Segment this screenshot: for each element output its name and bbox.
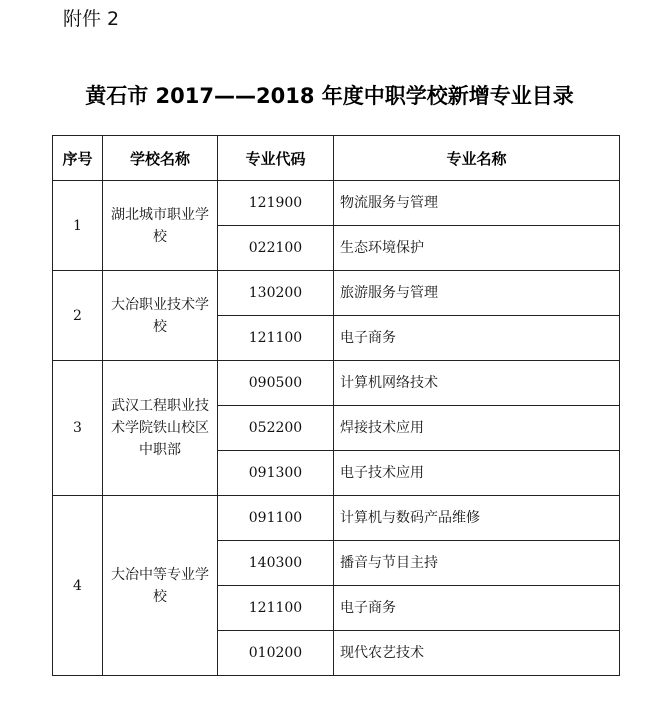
column-header-code: 专业代码: [218, 136, 334, 181]
school-name-cell: 武汉工程职业技术学院铁山校区中职部: [103, 361, 218, 496]
column-header-school: 学校名称: [103, 136, 218, 181]
major-code-cell: 090500: [218, 361, 334, 406]
school-name-cell: 大冶中等专业学校: [103, 496, 218, 676]
major-code-cell: 091300: [218, 451, 334, 496]
major-code-cell: 091100: [218, 496, 334, 541]
attachment-label: 附件 2: [63, 8, 120, 30]
major-name-cell: 焊接技术应用: [334, 406, 620, 451]
major-name-cell: 电子技术应用: [334, 451, 620, 496]
table-row: [53, 181, 620, 226]
major-name-cell: 计算机与数码产品维修: [334, 496, 620, 541]
school-name-cell: 大冶职业技术学校: [103, 271, 218, 361]
seq-cell: 2: [53, 271, 103, 361]
major-name-cell: 物流服务与管理: [334, 181, 620, 226]
major-name-cell: 电子商务: [334, 586, 620, 631]
column-header-major: 专业名称: [334, 136, 620, 181]
major-code-cell: 022100: [218, 226, 334, 271]
table-header-row: [53, 136, 620, 181]
major-code-cell: 010200: [218, 631, 334, 676]
major-code-cell: 121900: [218, 181, 334, 226]
major-code-cell: 121100: [218, 316, 334, 361]
major-name-cell: 旅游服务与管理: [334, 271, 620, 316]
school-name-cell: 湖北城市职业学校: [103, 181, 218, 271]
major-code-cell: 140300: [218, 541, 334, 586]
major-code-cell: 121100: [218, 586, 334, 631]
major-name-cell: 现代农艺技术: [334, 631, 620, 676]
major-name-cell: 播音与节目主持: [334, 541, 620, 586]
major-code-cell: 130200: [218, 271, 334, 316]
seq-cell: 4: [53, 496, 103, 676]
table-row: [53, 361, 620, 406]
major-name-cell: 生态环境保护: [334, 226, 620, 271]
table-row: [53, 496, 620, 541]
major-name-cell: 电子商务: [334, 316, 620, 361]
seq-cell: 1: [53, 181, 103, 271]
seq-cell: 3: [53, 361, 103, 496]
column-header-seq: 序号: [53, 136, 103, 181]
major-name-cell: 计算机网络技术: [334, 361, 620, 406]
table-row: [53, 271, 620, 316]
major-code-cell: 052200: [218, 406, 334, 451]
major-catalog-table: [52, 135, 620, 676]
document-title: 黄石市 2017——2018 年度中职学校新增专业目录: [85, 84, 574, 108]
